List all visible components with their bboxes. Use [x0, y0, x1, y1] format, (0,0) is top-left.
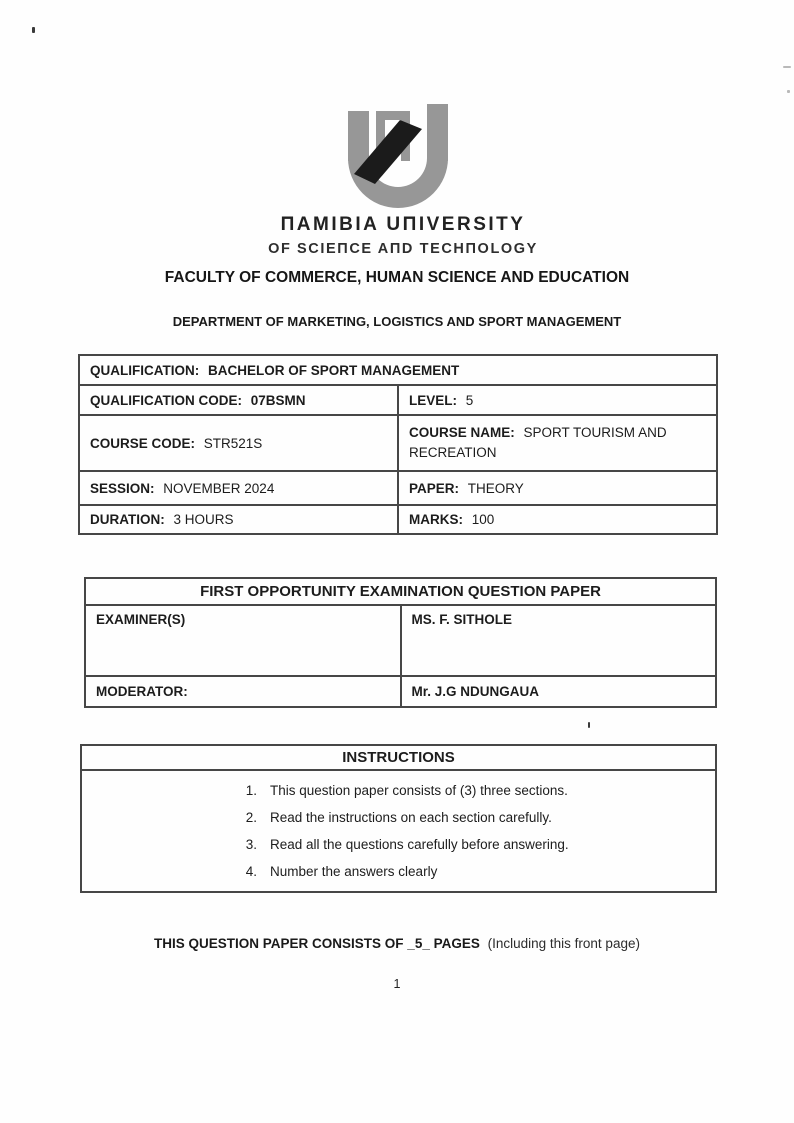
course-code-label: COURSE CODE: — [90, 435, 196, 451]
qualification-code-value: 07BSMN — [250, 392, 306, 408]
nust-shield-logo-icon — [337, 98, 459, 210]
scan-speck — [787, 90, 790, 93]
examiner-value: MS. F. SITHOLE — [401, 605, 717, 676]
university-name-line1: ΠAMIBIA UΠIVERSITY — [280, 214, 526, 235]
faculty-title: FACULTY OF COMMERCE, HUMAN SCIENCE AND EDUCATION — [164, 269, 630, 286]
paper-label: PAPER: — [409, 480, 460, 496]
instructions-title: INSTRUCTIONS — [81, 745, 716, 770]
university-name-line2: OF SCIEΠCE AΠD TECHΠOLOGY — [268, 241, 538, 257]
instruction-number: 3. — [245, 837, 257, 852]
course-code-value: STR521S — [203, 435, 263, 451]
instruction-number: 1. — [245, 783, 257, 798]
department-title: DEPARTMENT OF MARKETING, LOGISTICS AND SPORT MANAGEMENT — [172, 314, 622, 329]
instruction-number: 2. — [245, 810, 257, 825]
qualification-label: QUALIFICATION: — [90, 362, 200, 378]
session-value: NOVEMBER 2024 — [163, 480, 275, 496]
page-count-bold: THIS QUESTION PAPER CONSISTS OF _5_ PAGES — [154, 936, 480, 951]
marks-cell — [398, 505, 717, 534]
qualification-code-cell — [79, 385, 398, 415]
qualification-value: BACHELOR OF SPORT MANAGEMENT — [208, 362, 460, 378]
marks-label: MARKS: — [409, 512, 463, 527]
instruction-text: Read all the questions carefully before answering. — [270, 837, 569, 852]
qualification-cell — [79, 355, 717, 385]
level-label: LEVEL: — [409, 392, 458, 408]
scan-speck — [588, 722, 590, 728]
course-name-cell — [398, 415, 717, 471]
scan-speck — [783, 66, 791, 68]
exam-paper-title: FIRST OPPORTUNITY EXAMINATION QUESTION PAPER — [85, 578, 716, 605]
instruction-text: Read the instructions on each section carefully. — [270, 810, 552, 825]
instructions-table — [80, 744, 717, 893]
instruction-text: Number the answers clearly — [270, 864, 438, 879]
paper-value: THEORY — [467, 480, 524, 496]
marks-value: 100 — [471, 512, 495, 527]
page-count-regular: (Including this front page) — [487, 936, 640, 951]
session-cell — [79, 471, 398, 505]
qualification-code-label: QUALIFICATION CODE: — [90, 392, 242, 408]
examiner-label: EXAMINER(S) — [85, 605, 401, 676]
page-number: 1 — [393, 977, 401, 991]
instruction-item — [82, 777, 707, 804]
instructions-body — [81, 770, 716, 892]
session-label: SESSION: — [90, 480, 155, 496]
examination-paper-table — [84, 577, 717, 708]
course-name-label: COURSE NAME: — [409, 425, 515, 441]
duration-value: 3 HOURS — [173, 512, 234, 527]
level-cell — [398, 385, 717, 415]
moderator-label: MODERATOR: — [85, 676, 401, 707]
course-info-table — [78, 354, 718, 535]
duration-label: DURATION: — [90, 512, 165, 527]
instruction-number: 4. — [245, 864, 257, 879]
instruction-text: This question paper consists of (3) three sections. — [270, 783, 568, 798]
instruction-item — [82, 804, 707, 831]
course-name-value: SPORT TOURISM AND RECREATION — [409, 425, 667, 460]
instruction-item — [82, 831, 707, 858]
paper-cell — [398, 471, 717, 505]
scan-speck — [32, 27, 35, 33]
page-count-note — [0, 936, 794, 951]
instruction-item — [82, 858, 707, 885]
course-code-cell — [79, 415, 398, 471]
duration-cell — [79, 505, 398, 534]
moderator-value: Mr. J.G NDUNGAUA — [401, 676, 717, 707]
level-value: 5 — [465, 392, 474, 408]
